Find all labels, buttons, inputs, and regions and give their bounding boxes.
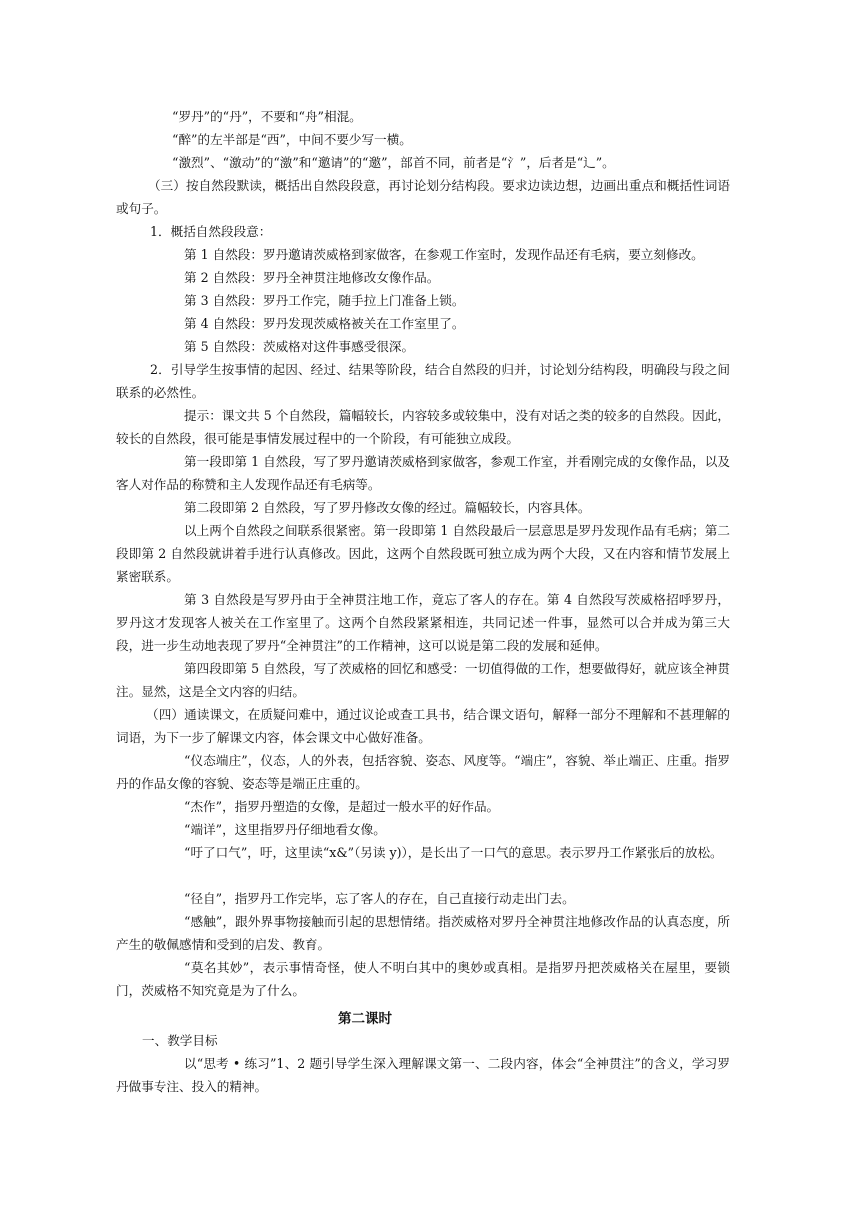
word-jiezuo: “杰作”，指罗丹塑造的女像，是超过一般水平的好作品。 bbox=[184, 799, 500, 814]
lesson2-title: 第二课时 bbox=[338, 1011, 392, 1027]
paragraph-meaning-1: 第 1 自然段：罗丹邀请茨威格到家做客，在参观工作室时，发现作品还有毛病，要立刻修改。 bbox=[184, 247, 704, 262]
segment-34-text: 第 3 自然段是写罗丹由于全神贯注地工作，竟忘了客人的存在。第 4 自然段写茨威格招呼罗丹，罗丹这才发现客人被关在工作室里了。这两个自然段紧紧相连，共同记述一件事，显然可以合并成为第三大段，进一步生动地表现了罗丹“全神贯注”的工作精神，这可以说是第二段的发展和延伸。 bbox=[116, 592, 730, 653]
section4-heading: （四）通读课文，在质疑问难中，通过议论或查工具书，结合课文语句，解释一部分不理解和不甚理解的词语，为下一步了解课文内容，体会课文中心做好准备。 bbox=[116, 707, 730, 745]
note-ji-yao: “激烈”、“激动”的“激”和“邀请”的“邀”，部首不同，前者是“氵”，后者是“辶”。 bbox=[172, 155, 615, 170]
word-xu: “吁了口气”，吁，这里读“x&”（另读 y)），是长出了一口气的意思。表示罗丹工作紧张后的放松。 bbox=[184, 845, 723, 860]
segment-2-text: 第二段即第 2 自然段，写了罗丹修改女像的经过。篇幅较长，内容具体。 bbox=[184, 500, 591, 515]
hint-text: 提示：课文共 5 个自然段，篇幅较长，内容较多或较集中，没有对话之类的较多的自然段。因此，较长的自然段，很可能是事情发展过程中的一个阶段，有可能独立成段。 bbox=[116, 408, 730, 446]
paragraph-meaning-2: 第 2 自然段：罗丹全神贯注地修改女像作品。 bbox=[184, 270, 440, 285]
segment-link-text: 以上两个自然段之间联系很紧密。第一段即第 1 自然段最后一层意思是罗丹发现作品有毛病；第二段即第 2 自然段就讲着手进行认真修改。因此，这两个自然段既可独立成为两个大段，又在内容和情节发展上紧密联系。 bbox=[116, 523, 730, 584]
word-moming: “莫名其妙”，表示事情奇怪，使人不明白其中的奥妙或真相。是指罗丹把茨威格关在屋里，要锁门，茨威格不知究竟是为了什么。 bbox=[116, 960, 730, 998]
paragraph-meaning-3: 第 3 自然段：罗丹工作完，随手拉上门准备上锁。 bbox=[184, 293, 465, 308]
paragraph-meaning-5: 第 5 自然段：茨威格对这件事感受很深。 bbox=[184, 339, 415, 354]
segment-5-text: 第四段即第 5 自然段，写了茨威格的回忆和感受：一切值得做的工作，想要做得好，就应该全神贯注。显然，这是全文内容的归结。 bbox=[116, 661, 730, 699]
paragraph-meaning-4: 第 4 自然段：罗丹发现茨威格被关在工作室里了。 bbox=[184, 316, 465, 331]
note-dan: “罗丹”的“丹”，不要和“舟”相混。 bbox=[172, 109, 362, 124]
word-duanxiang: “端详”，这里指罗丹仔细地看女像。 bbox=[184, 822, 386, 837]
note-zui: “醉”的左半部是“西”，中间不要少写一横。 bbox=[172, 132, 412, 147]
segment-1-text: 第一段即第 1 自然段，写了罗丹邀请茨威格到家做客，参观工作室，并看刚完成的女像作品，以及客人对作品的称赞和主人发现作品还有毛病等。 bbox=[116, 454, 730, 492]
word-ganchu: “感触”，跟外界事物接触而引起的思想情绪。指茨威格对罗丹全神贯注地修改作品的认真态度，所产生的敬佩感情和受到的启发、教育。 bbox=[116, 914, 730, 952]
item1-title: 1．概括自然段段意： bbox=[150, 224, 272, 239]
word-yitai: “仪态端庄”，仪态，人的外表，包括容貌、姿态、风度等。“端庄”，容貌、举止端正、庄重。指罗丹的作品女像的容貌、姿态等是端正庄重的。 bbox=[116, 753, 730, 791]
goal-heading: 一、教学目标 bbox=[142, 1033, 218, 1048]
goal-text: 以“思考 • 练习”1、2 题引导学生深入理解课文第一、二段内容，体会“全神贯注”的含义，学习罗丹做事专注、投入的精神。 bbox=[116, 1056, 730, 1094]
section3-heading: （三）按自然段默读，概括出自然段段意，再讨论划分结构段。要求边读边想，边画出重点和概括性词语或句子。 bbox=[116, 178, 730, 216]
item2-text: 2．引导学生按事情的起因、经过、结果等阶段，结合自然段的归并，讨论划分结构段，明确段与段之间联系的必然性。 bbox=[116, 362, 730, 400]
word-jingzi: “径自”，指罗丹工作完毕，忘了客人的存在，自己直接行动走出门去。 bbox=[184, 891, 575, 906]
